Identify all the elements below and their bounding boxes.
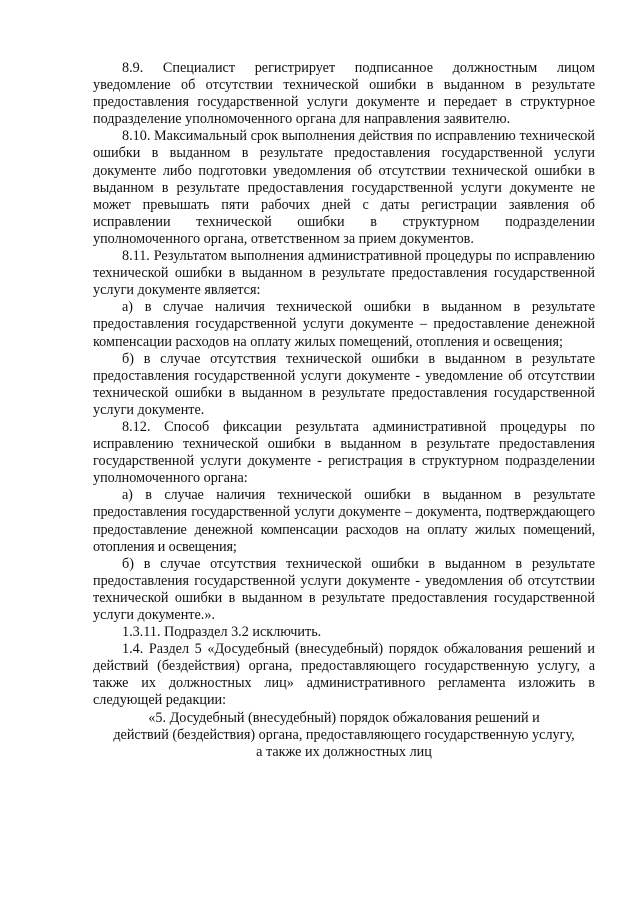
paragraph-8-12: 8.12. Способ фиксации результата административной процедуры по исправлению технической ошибки в выданном в результате предоставления государственной услуги документе - регистрация в структурном подразделении уполномоченного органа: [93,418,595,487]
paragraph-8-11-a: а) в случае наличия технической ошибки в выданном в результате предоставления государственной услуги документе – предоставление денежной компенсации расходов на оплату жилых помещений, отопления и освещения; [93,299,595,350]
document-page [93,60,595,761]
paragraph-8-12-a: а) в случае наличия технической ошибки в выданном в результате предоставления государственной услуги документе – документа, подтверждающего предоставление денежной компенсации расходов на оплату жилых помещений, отопления и освещения; [93,487,595,555]
section-5-heading-line-2: действий (бездействия) органа, предоставляющего государственную услугу, [113,726,575,743]
paragraph-1-3-11: 1.3.11. Подраздел 3.2 исключить. [122,624,322,641]
paragraph-8-11: 8.11. Результатом выполнения административной процедуры по исправлению технической ошибки в выданном в результате предоставления государственной услуги документе является: [93,248,595,299]
paragraph-8-12-b: б) в случае отсутствия технической ошибки в выданном в результате предоставления государственной услуги документе - уведомления об отсутствии технической ошибки в выданном в результате предоставления государственной услуги документе.». [93,555,595,623]
paragraph-1-4: 1.4. Раздел 5 «Досудебный (внесудебный) порядок обжалования решений и действий (бездействия) органа, предоставляющего государственную услугу, а также их должностных лиц» административного регламента изложить в следующей редакции: [93,641,595,709]
section-5-heading-line-1: «5. Досудебный (внесудебный) порядок обжалования решений и [148,709,540,726]
paragraph-8-11-b: б) в случае отсутствия технической ошибки в выданном в результате предоставления государственной услуги документе - уведомление об отсутствии технической ошибки в выданном в результате предоставления государственной услуги документе. [93,350,595,418]
paragraph-8-10: 8.10. Максимальный срок выполнения действия по исправлению технической ошибки в выданном в результате предоставления государственной услуги документе либо подготовки уведомления об отсутствии технической ошибки в выданном в результате предоставления государственной услуги документе не может превышать пяти рабочих дней с даты регистрации заявления об исправлении технической ошибки в структурном подразделении уполномоченного органа, ответственном за прием документов. [93,128,595,247]
section-5-heading-line-3: а также их должностных лиц [256,743,432,760]
paragraph-8-9: 8.9. Специалист регистрирует подписанное должностным лицом уведомление об отсутствии технической ошибки в выданном в результате предоставления государственной услуги документе и передает в структурное подразделение уполномоченного органа для направления заявителю. [93,60,595,128]
